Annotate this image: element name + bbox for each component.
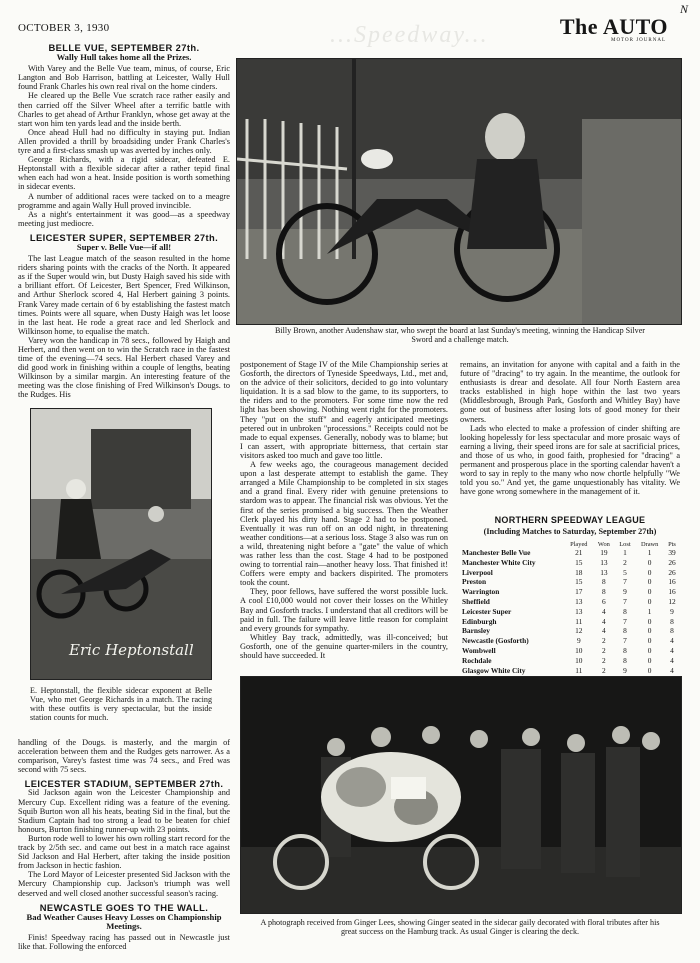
- league-cell: 10: [575, 655, 583, 665]
- league-cell: 26: [668, 567, 676, 577]
- league-cell: 39: [668, 548, 676, 557]
- league-cell: 0: [647, 616, 652, 626]
- paragraph: The Lord Mayor of Leicester presented Sid Jackson with the Mercury Championship cup. Jackson's triumph was well deserved and well closed another successful season's racing.: [18, 870, 230, 898]
- league-cell: 1: [647, 548, 652, 557]
- league-cell: 0: [647, 567, 652, 577]
- league-team-name: Sheffield: [462, 596, 490, 606]
- league-cell: 0: [647, 557, 652, 567]
- league-cell: 0: [647, 626, 652, 636]
- league-cell: 8: [623, 645, 627, 655]
- league-row: [460, 558, 680, 568]
- league-team-name: Wombwell: [462, 645, 496, 655]
- league-cell: 4: [602, 606, 606, 616]
- league-cell: 8: [623, 626, 627, 636]
- belle-vue-subheading: Wally Hull takes home all the Prizes.: [56, 52, 192, 63]
- league-team-name: Manchester White City: [462, 557, 536, 567]
- league-team-name: Preston: [462, 577, 487, 587]
- league-cell: 4: [670, 645, 674, 655]
- league-team-name: Edinburgh: [462, 616, 497, 626]
- photo-billy-brown: [236, 58, 682, 325]
- league-row: [460, 607, 680, 617]
- league-row: [460, 646, 680, 656]
- paragraph: remains, an invitation for anyone with capital and a faith in the future of "dracing" to try again. In the meantime, the outlook for enthusiasts is drear and desolate. All four North Eastern area tracks established in high hope within the last two years (Middlesbrough, Brough Park, Gosforth and Whitley Bay) have gone out of business after losing lots of good money for their owners.: [460, 360, 680, 424]
- paragraph: Sid Jackson again won the Leicester Championship and Mercury Cup. Excellent riding was a feature of the evening. Squib Burton won all his heats, beating Sid in the final, but the Stadium Captain had too strong a lead to be beaten for chief honours, Burton finishing runner-up with 23 points.: [18, 788, 230, 834]
- league-team-name: Leicester Super: [462, 606, 512, 616]
- league-row: [460, 597, 680, 607]
- league-team-name: Warrington: [462, 587, 500, 597]
- issue-date: OCTOBER 3, 1930: [18, 22, 110, 34]
- caption-ginger-lees: A photograph received from Ginger Lees, showing Ginger seated in the sidecar gaily decorated with floral tributes after his great success on the Hamburg track. As usual Ginger is clearing the deck.: [260, 918, 660, 936]
- paragraph: Lads who elected to make a profession of cinder shifting are looking hopelessly for less spectacular and more prosaic ways of earning a living, their speed irons are for sale at sacrificial prices, and those of us who, in good faith, prophesied for "dracing" a permanent and prosperous place in the sporting calendar haven't a word to say in reply to the many who now chortle helpfully "We told you so." And yet, the game unquestionably has vitality. We have gone wrong somewhere in the management of it.: [460, 423, 680, 497]
- league-cell: 11: [575, 616, 583, 626]
- league-team-name: Rochdale: [462, 655, 492, 665]
- show-through-text: ...Speedway...: [330, 22, 489, 48]
- league-cell: 0: [647, 577, 652, 587]
- league-cell: 19: [600, 548, 608, 557]
- league-row: [460, 666, 680, 676]
- league-team-name: Manchester Belle Vue: [462, 548, 531, 557]
- league-table-body: [460, 548, 680, 675]
- league-team-name: Liverpool: [462, 567, 493, 577]
- league-cell: 4: [602, 616, 606, 626]
- league-cell: 0: [647, 587, 652, 597]
- league-cell: 8: [602, 587, 606, 597]
- league-col-header: Won: [597, 541, 610, 548]
- paragraph: A number of additional races were tacked on to a meagre programme and again Wally Hull proved invincible.: [18, 191, 230, 210]
- league-cell: 9: [670, 606, 674, 616]
- paragraph: As a night's entertainment it was good—as a speedway meeting just mediocre.: [18, 209, 230, 228]
- league-cell: 4: [670, 636, 674, 646]
- league-cell: 18: [575, 567, 583, 577]
- column-1-top: [18, 38, 230, 400]
- photo-ginger-lees: [240, 676, 682, 914]
- magazine-logo-sub: MOTOR JOURNAL: [611, 38, 666, 43]
- league-cell: 8: [602, 577, 606, 587]
- league-cell: 2: [623, 557, 627, 567]
- league-cell: 13: [600, 557, 608, 567]
- league-cell: 8: [670, 616, 674, 626]
- column-2: [240, 360, 448, 660]
- league-cell: 1: [647, 606, 652, 616]
- league-cell: 0: [647, 655, 652, 665]
- caption-heptonstall: E. Heptonstall, the flexible sidecar exponent at Belle Vue, who met George Richards in a match. The racing with these outfits is very spectacular, but the inside station counts for much.: [30, 686, 212, 722]
- paragraph: handling of the Dougs. is masterly, and the margin of acceleration between them and the Rudges gets narrower. As a comparison, Varey's fastest time was 74 secs., and Fred was second with 75 secs.: [18, 738, 230, 775]
- league-cell: 17: [575, 587, 583, 597]
- league-cell: 2: [602, 655, 606, 665]
- league-cell: 15: [575, 577, 583, 587]
- league-team-name: Newcastle (Gosforth): [462, 636, 529, 646]
- league-row: [460, 548, 680, 558]
- league-cell: 13: [575, 596, 583, 606]
- magazine-logo: The AUTO: [559, 14, 668, 39]
- league-cell: 0: [647, 596, 652, 606]
- league-cell: 4: [602, 626, 606, 636]
- paragraph: Finis! Speedway racing has passed out in Newcastle just like that. Following the enforced: [18, 932, 230, 951]
- league-row: [460, 626, 680, 636]
- league-cell: 11: [575, 665, 583, 675]
- paragraph: Once ahead Hull had no difficulty in staying put. Indian Allen provided a thrill by broadsiding under Frank Charles's tyre and a first-class smash up was averted by inches only.: [18, 127, 230, 156]
- paragraph: The last League match of the season resulted in the home riders sharing points with the cracks of the North. It appeared as if the Super would win, but Dusty Haigh saved his side with a brilliant effort. Of Leicester, Bert Spencer, Fred Wilkinson, and Arthur Sherlock scored 4, Hal Herbert gaining 3 points. Frank Varey made certain of 6 by establishing the fastest match times. Points were all square, when Dusty Haigh was let loose in the last heat. He rode a great race and led Sherlock and Wilkinson home, to equalise the match.: [18, 254, 230, 336]
- league-cell: 9: [623, 665, 627, 675]
- column-3: [460, 360, 680, 496]
- paragraph: Burton rode well to lower his own rolling start record for the track by 2/5th sec. and came out best in a match race against Sid Jackson and Hal Herbert, after taking the inside position from Jackson in hectic fashion.: [18, 833, 230, 871]
- league-cell: 15: [575, 557, 583, 567]
- handwritten-signature: Eric Heptonstall: [69, 641, 194, 659]
- league-cell: 9: [623, 587, 627, 597]
- paragraph: A few weeks ago, the courageous management decided upon a last desperate attempt to establish the game. They arranged a Mile Championship to be completed in six stages and a grand final. Every rider with genuine pretensions to stardom was to appear. The financial risk was obvious. Yet the first of the series promised a big success. Then the Weather Clerk played his dirty hand. Stage 2 had to be postponed. Eventually it was run off on an odd night, in threatening weather conditions—at a serious loss. Stage 3 also was run on a wild, threatening night before a "gate" the value of which was rather less than the cost. Stage 4 had to be postponed owing to torrential rain—another heavy loss. That finished it! Coffers were empty and backers dispirited. The promoters took the count.: [240, 460, 448, 588]
- league-table-block: [460, 515, 680, 675]
- league-team-name: Glasgow White City: [462, 665, 526, 675]
- league-row: [460, 636, 680, 646]
- league-cell: 1: [623, 548, 627, 557]
- paragraph: Varey won the handicap in 78 secs., followed by Haigh and Herbert, and then went on to win the Scratch race in the fastest time of the evening—74 secs. Hal Herbert chased Varey and did good work in finishing within a couple of lengths, beating Wilkinson by a similar margin. An interesting feature of the meeting was the close finishing of Fred Wilkinson's Dougs. to the Rudges. His: [18, 335, 230, 400]
- league-row: [460, 568, 680, 578]
- league-cell: 8: [623, 655, 627, 665]
- league-cell: 0: [647, 636, 652, 646]
- paragraph: George Richards, with a rigid sidecar, defeated E. Heptonstall with a flexible sidecar after a rather tepid final when each had won a heat. Inside position is worth something in sidecar events.: [18, 155, 230, 192]
- league-col-header: Pts: [668, 541, 676, 548]
- league-cell: 9: [576, 636, 581, 646]
- leicester-super-heading: LEICESTER SUPER, SEPTEMBER 27th.: [29, 231, 219, 243]
- leicester-stadium-heading: LEICESTER STADIUM, SEPTEMBER 27th.: [24, 778, 224, 790]
- paragraph: Whitley Bay track, admittedly, was ill-conceived; but Gosforth, one of the genuine quarter-milers in the country, should have succeeded. It: [240, 632, 448, 660]
- photo-ginger-lees-image: [241, 677, 681, 913]
- newcastle-heading: NEWCASTLE GOES TO THE WALL.: [39, 901, 209, 913]
- league-subtitle: (Including Matches to Saturday, September 27th): [483, 527, 657, 536]
- league-cell: 16: [668, 587, 676, 597]
- league-cell: 13: [575, 606, 583, 616]
- photo-heptonstall: [30, 408, 212, 680]
- paragraph: They, poor fellows, have suffered the worst possible luck. A cool £10,000 would not cover their losses on the Whitley Bay and Gosforth tracks. I understand that all creditors will be paid in full. The failure will leave little reason for complaint and every grounds for sympathy.: [240, 587, 448, 633]
- paragraph: He cleared up the Belle Vue scratch race rather easily and then carried off the Silver Wheel after a terrific battle with Charles to get ahead of Arthur Franklyn, whose get away at the start won him ten yards lead and the inside berth.: [18, 91, 230, 128]
- league-cell: 0: [647, 645, 652, 655]
- league-row: [460, 656, 680, 666]
- league-cell: 12: [668, 596, 676, 606]
- league-cell: 5: [623, 567, 627, 577]
- league-cell: 6: [602, 596, 606, 606]
- league-cell: 7: [623, 596, 627, 606]
- league-cell: 4: [670, 655, 674, 665]
- league-cell: 2: [602, 636, 606, 646]
- league-cell: 26: [668, 557, 676, 567]
- league-table: [460, 541, 680, 675]
- league-cell: 8: [623, 606, 627, 616]
- league-title: NORTHERN SPEEDWAY LEAGUE: [494, 515, 646, 525]
- league-cell: 8: [670, 626, 674, 636]
- photo-billy-brown-image: [237, 59, 681, 324]
- league-team-name: Barnsley: [462, 626, 490, 636]
- paragraph: postponement of Stage IV of the Mile Championship series at Gosforth, the directors of Tyneside Speedways, Ltd., met and, on the advice of their solicitors, decided to go into voluntary liquidation. It is a sad blow to the game, to its supporters, to the riders and to the promoters. For some time now the red light has been showing. Nothing went right for the promoters. They "put on the stuff" and eagerly anticipated meetings petered out in unbroken "processions." Receipts could not be made to equal expenses. Generally, nobody was to blame; but I can assert, with appropriate bitterness, that certain star visitors asked too much and gave too little.: [240, 360, 448, 460]
- league-row: [460, 577, 680, 587]
- league-col-header: Played: [570, 541, 588, 548]
- league-col-header: [460, 541, 564, 548]
- league-header-row: [460, 541, 680, 548]
- leicester-super-subheading: Super v. Belle Vue—if all!: [76, 241, 172, 252]
- column-1-bottom: [18, 738, 230, 951]
- league-row: [460, 617, 680, 627]
- league-col-header: Drawn: [640, 541, 659, 548]
- league-cell: 13: [600, 567, 608, 577]
- league-cell: 10: [575, 645, 583, 655]
- league-cell: 2: [602, 665, 606, 675]
- league-cell: 2: [602, 645, 606, 655]
- league-cell: 7: [623, 577, 627, 587]
- league-cell: 7: [623, 636, 627, 646]
- photo-heptonstall-image: [31, 409, 211, 679]
- caption-billy-brown: Billy Brown, another Audenshaw star, who swept the board at last Sunday's meeting, winning the Handicap Silver Sword and a challenge match.: [274, 326, 645, 344]
- belle-vue-heading: BELLE VUE, SEPTEMBER 27th.: [48, 42, 200, 53]
- league-cell: 16: [668, 577, 676, 587]
- league-cell: 4: [670, 665, 674, 675]
- league-cell: 21: [575, 548, 583, 557]
- newcastle-subheading: Bad Weather Causes Heavy Losses on Championship Meetings.: [26, 911, 222, 931]
- corner-mark: N: [679, 2, 688, 16]
- league-col-header: Lost: [619, 541, 631, 548]
- league-cell: 12: [575, 626, 583, 636]
- league-row: [460, 587, 680, 597]
- league-cell: 7: [623, 616, 627, 626]
- paragraph: With Varey and the Belle Vue team, minus, of course, Eric Langton and Bob Harrison, battling at Leicester, Wally Hull found Frank Charles his own real rival on the home cinders.: [18, 64, 230, 92]
- league-cell: 0: [647, 665, 652, 675]
